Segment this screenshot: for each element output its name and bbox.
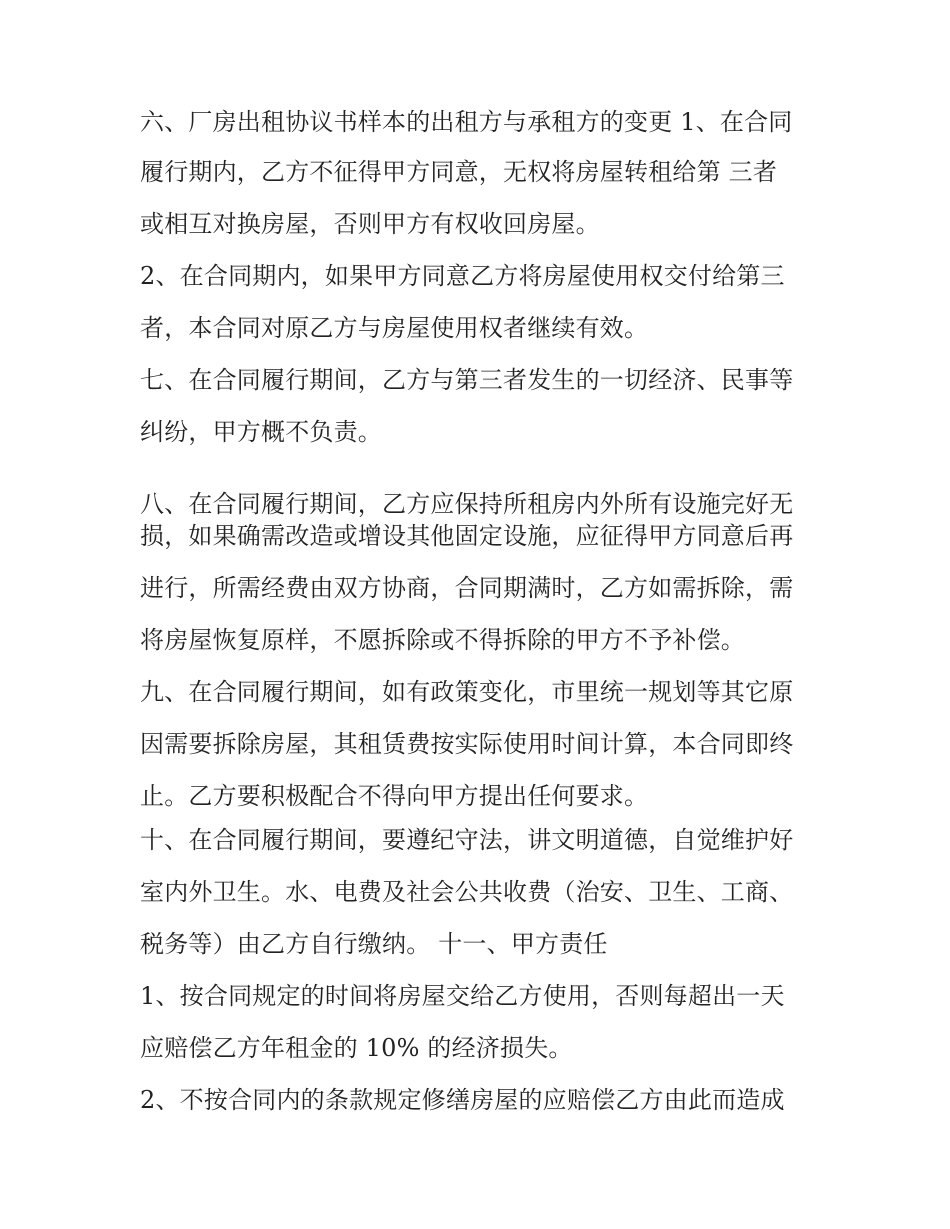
text-line: 2、在合同期内，如果甲方同意乙方将房屋使用权交付给第三 <box>140 262 785 290</box>
text-line: 十、在合同履行期间，要遵纪守法，讲文明道德，自觉维护好 <box>140 826 794 854</box>
text-line: 七、在合同履行期间，乙方与第三者发生的一切经济、民事等 <box>140 366 794 394</box>
text-line: 将房屋恢复原样，不愿拆除或不得拆除的甲方不予补偿。 <box>140 626 745 654</box>
text-line: 进行，所需经费由双方协商，合同期满时，乙方如需拆除，需 <box>140 574 794 602</box>
text-line: 九、在合同履行期间，如有政策变化，市里统一规划等其它原 <box>140 678 794 706</box>
text-line: 六、厂房出租协议书样本的出租方与承租方的变更 1、在合同 <box>140 108 793 136</box>
text-line: 2、不按合同内的条款规定修缮房屋的应赔偿乙方由此而造成 <box>140 1086 785 1114</box>
text-line: 因需要拆除房屋，其租赁费按实际使用时间计算，本合同即终 <box>140 730 794 758</box>
text-line: 应赔偿乙方年租金的 10% 的经济损失。 <box>140 1034 573 1062</box>
text-line: 八、在合同履行期间，乙方应保持所租房内外所有设施完好无 <box>140 490 794 518</box>
text-line: 纠纷，甲方概不负责。 <box>140 418 382 446</box>
text-line: 1、按合同规定的时间将房屋交给乙方使用，否则每超出一天 <box>140 982 785 1010</box>
text-line: 损，如果确需改造或增设其他固定设施，应征得甲方同意后再 <box>140 522 794 550</box>
text-line: 税务等）由乙方自行缴纳。 十一、甲方责任 <box>140 930 608 958</box>
text-line: 履行期内，乙方不征得甲方同意，无权将房屋转租给第 三者 <box>140 158 778 186</box>
text-line: 室内外卫生。水、电费及社会公共收费（治安、卫生、工商、 <box>140 878 794 906</box>
text-line: 或相互对换房屋，否则甲方有权收回房屋。 <box>140 210 600 238</box>
text-line: 止。乙方要积极配合不得向甲方提出任何要求。 <box>140 782 649 810</box>
text-line: 者，本合同对原乙方与房屋使用权者继续有效。 <box>140 314 649 342</box>
